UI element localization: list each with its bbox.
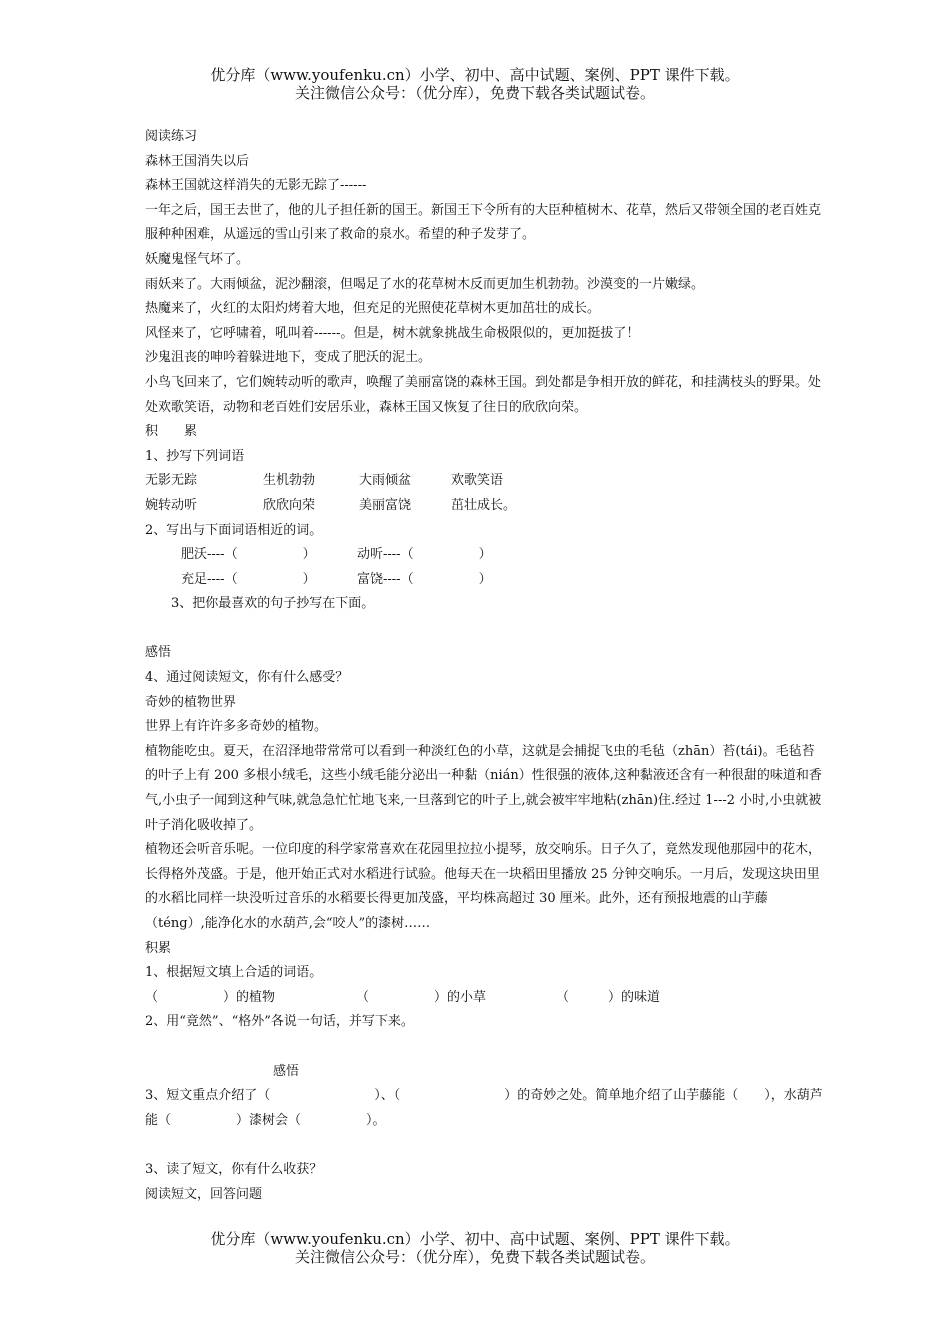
fill-blank: （ ）的植物 bbox=[145, 989, 276, 1005]
synonym-blank: 动听----（ ） bbox=[357, 547, 492, 563]
fill-blank: （ ）的小草 bbox=[356, 989, 487, 1005]
page-footer bbox=[0, 1230, 950, 1266]
question: 2、用“竟然”、“格外”各说一句话，并写下来。 bbox=[145, 1014, 414, 1030]
paragraph: 风怪来了，它呼啸着，吼叫着------。但是，树木就象挑战生命极限似的，更加挺拔了！ bbox=[145, 325, 640, 341]
paragraph: 热魔来了，火红的太阳灼烤着大地，但充足的光照使花草树木更加茁壮的成长。 bbox=[145, 301, 601, 317]
synonym-row bbox=[145, 568, 825, 593]
fill-row bbox=[145, 986, 825, 1011]
question: 2、写出与下面词语相近的词。 bbox=[145, 522, 323, 538]
word: 欣欣向荣 bbox=[263, 497, 316, 513]
paragraph: 沙鬼沮丧的呻吟着躲进地下，变成了肥沃的泥土。 bbox=[145, 350, 432, 366]
header-line-1: 优分库（www.youfenku.cn）小学、初中、高中试题、案例、PPT 课件下载。 bbox=[210, 66, 740, 84]
paragraph: 植物还会听音乐呢。一位印度的科学家常喜欢在花园里拉拉小提琴，放交响乐。日子久了，竟然发现他那园中的花木，长得格外茂盛。于是，他开始正式对水稻进行试验。他每天在一块稻田里播放 25 分钟交响乐。一月后，发现这块田里的水稻比同样一块没听过音乐的水稻要长得更加茂盛，平均株高超过 30 厘米。此外，还有预报地震的山芋藤（téng）,能净化水的水葫芦,会“咬人”的漆树…… bbox=[145, 842, 822, 931]
question: 4、通过阅读短文，你有什么感受？ bbox=[145, 670, 349, 686]
synonym-blank: 肥沃----（ ） bbox=[181, 547, 316, 563]
paragraph: 世界上有许许多多奇妙的植物。 bbox=[145, 719, 328, 735]
question: 1、根据短文填上合适的词语。 bbox=[145, 965, 323, 981]
paragraph: 妖魔鬼怪气坏了。 bbox=[145, 251, 250, 267]
word: 生机勃勃 bbox=[263, 473, 316, 489]
word: 无影无踪 bbox=[145, 473, 198, 489]
word-row bbox=[145, 494, 825, 519]
word: 婉转动听 bbox=[145, 497, 198, 513]
word: 茁壮成长。 bbox=[451, 497, 517, 513]
paragraph: 植物能吃虫。夏天，在沼泽地带常常可以看到一种淡红色的小草，这就是会捕捉飞虫的毛毡（zhān）苔(tái)。毛毡苔的叶子上有 200 多根小绒毛，这些小绒毛能分泌出一种黏（nián）性很强的液体,这种黏液还含有一种很甜的味道和香气,小虫子一闻到这种气味,就急急忙忙地飞来,一旦落到它的叶子上,就会被牢牢地粘(zhān)住.经过 1---2 小时,小虫就被叶子消化吸收掉了。 bbox=[145, 743, 822, 833]
question: 3、读了短文，你有什么收获？ bbox=[145, 1161, 323, 1177]
word: 欢歌笑语 bbox=[451, 473, 504, 489]
article-title: 森林王国消失以后 bbox=[145, 153, 250, 169]
section-label: 阅读练习 bbox=[145, 129, 198, 144]
header-line-2: 关注微信公众号：（优分库），免费下载各类试题试卷。 bbox=[294, 84, 655, 102]
word: 大雨倾盆 bbox=[359, 473, 412, 489]
article-title: 奇妙的植物世界 bbox=[145, 694, 237, 710]
word: 美丽富饶 bbox=[359, 497, 412, 513]
page-header bbox=[0, 66, 950, 102]
synonym-row bbox=[145, 543, 825, 568]
section-heading: 积 累 bbox=[145, 424, 198, 440]
footer-line-1: 优分库（www.youfenku.cn）小学、初中、高中试题、案例、PPT 课件下载。 bbox=[210, 1230, 740, 1248]
paragraph: 一年之后，国王去世了，他的儿子担任新的国王。新国王下令所有的大臣种植树木、花草，然后又带领全国的老百姓克服种种困难，从遥远的雪山引来了救命的泉水。希望的种子发芽了。 bbox=[145, 202, 822, 243]
synonym-blank: 富饶----（ ） bbox=[357, 571, 492, 587]
word-row bbox=[145, 469, 825, 494]
section-label: 阅读短文，回答问题 bbox=[145, 1186, 263, 1202]
paragraph: 小鸟飞回来了，它们婉转动听的歌声，唤醒了美丽富饶的森林王国。到处都是争相开放的鲜花，和挂满枝头的野果。处处欢歌笑语，动物和老百姓们安居乐业，森林王国又恢复了往日的欣欣向荣。 bbox=[145, 374, 822, 415]
synonym-blank: 充足----（ ） bbox=[181, 571, 316, 587]
footer-line-2: 关注微信公众号：（优分库），免费下载各类试题试卷。 bbox=[294, 1248, 655, 1266]
section-heading: 感悟 bbox=[145, 645, 172, 661]
section-heading: 感悟 bbox=[273, 1063, 300, 1079]
question: 3、短文重点介绍了（ ）、（ ）的奇妙之处。简单地介绍了山芋藤能（ ），水葫芦能（ ）漆树会（ ）。 bbox=[145, 1088, 823, 1128]
document-body bbox=[145, 125, 825, 1207]
section-heading: 积累 bbox=[145, 940, 172, 956]
fill-blank: （ ）的味道 bbox=[556, 989, 661, 1005]
question: 1、抄写下列词语 bbox=[145, 448, 245, 464]
question: 3、把你最喜欢的句子抄写在下面。 bbox=[171, 596, 375, 612]
paragraph: 森林王国就这样消失的无影无踪了------ bbox=[145, 178, 367, 194]
paragraph: 雨妖来了。大雨倾盆，泥沙翻滚，但喝足了水的花草树木反而更加生机勃勃。沙漠变的一片嫩绿。 bbox=[145, 276, 705, 292]
